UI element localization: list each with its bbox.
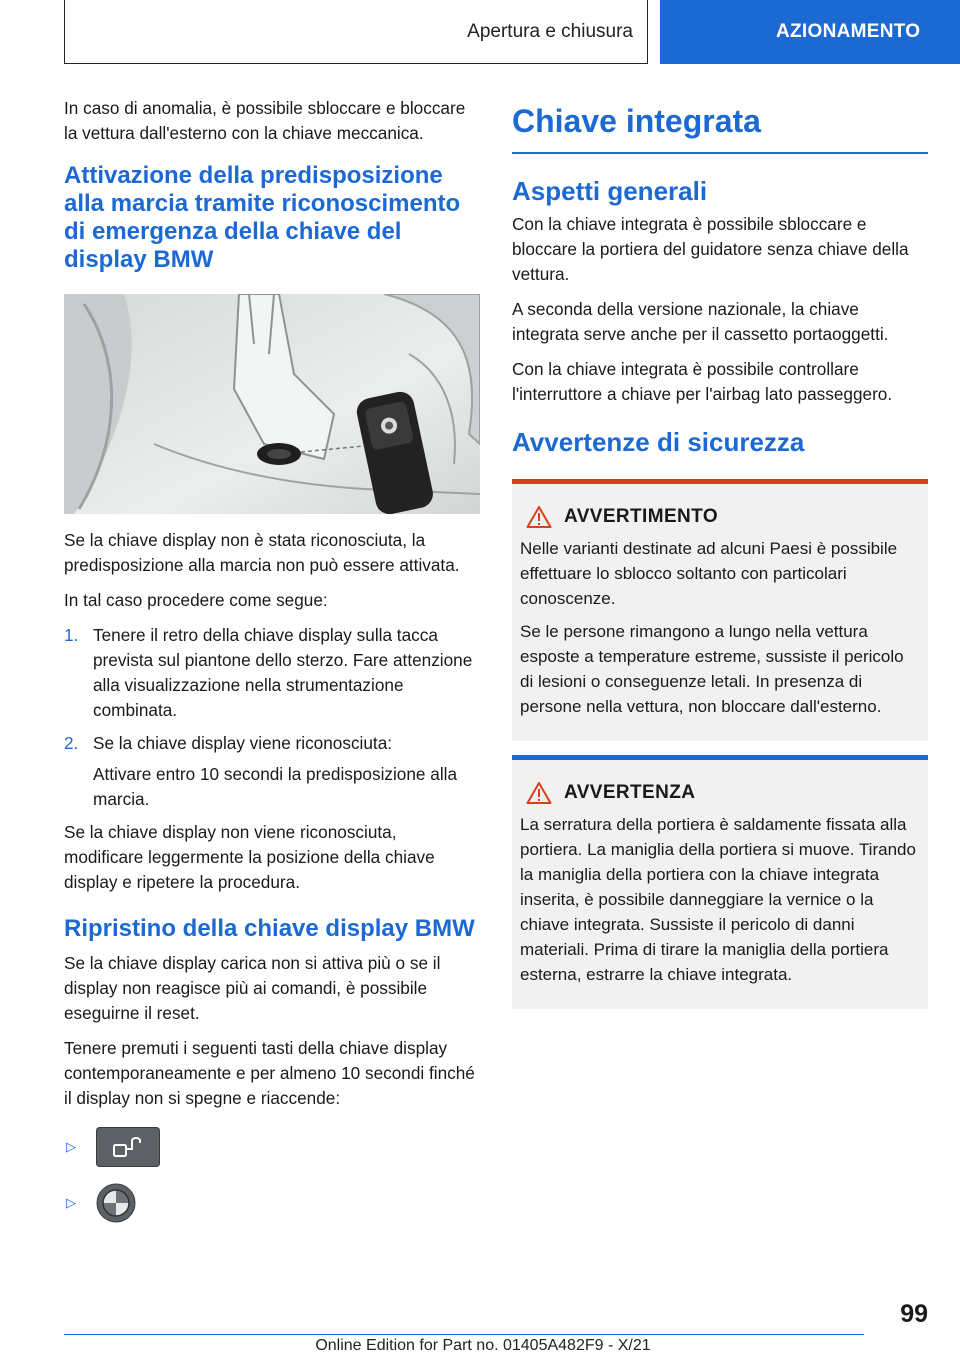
step-number: 2. bbox=[64, 733, 79, 753]
reset-instruction-paragraph: Tenere premuti i seguenti tasti della chiave display contemporaneamente e per almeno 10 secondi finché il display non si spegne e riaccende: bbox=[64, 1038, 475, 1108]
heading-integrated-key: Chiave integrata bbox=[512, 102, 928, 154]
left-column bbox=[64, 96, 480, 1229]
footer-edition: Online Edition for Part no. 01405A482F9 - X/21 bbox=[315, 1337, 651, 1354]
bmw-logo-button-icon bbox=[96, 1183, 136, 1223]
steering-column-illustration bbox=[64, 294, 480, 514]
intro-paragraph: In caso di anomalia, è possibile sbloccare e bloccare la vettura dall'esterno con la chiave meccanica. bbox=[64, 98, 466, 143]
not-recognized-paragraph: Se la chiave display non è stata riconosciuta, la predisposizione alla marcia non può essere attivata. bbox=[64, 530, 460, 575]
caution-title-row bbox=[526, 778, 920, 808]
general-paragraph-3: Con la chiave integrata è possibile controllare l'interruttore a chiave per l'airbag lato passeggero. bbox=[512, 359, 893, 404]
heading-safety-notes: Avvertenze di sicurezza bbox=[512, 427, 805, 457]
caution-title: AVVERTENZA bbox=[564, 782, 696, 803]
list-item bbox=[64, 1177, 480, 1229]
footer-divider bbox=[64, 1334, 864, 1335]
warning-paragraph-1: Nelle varianti destinate ad alcuni Paesi è possibile effettuare lo sblocco soltanto con particolari conoscenze. bbox=[520, 539, 898, 608]
step-text: Tenere il retro della chiave display sulla tacca prevista sul piantone dello sterzo. Fare attenzione alla visualizzazione nella strumentazione combinata. bbox=[93, 625, 473, 720]
right-column bbox=[512, 96, 928, 1023]
page-number: 99 bbox=[900, 1300, 928, 1328]
step-number: 1. bbox=[64, 625, 79, 645]
general-paragraph-1: Con la chiave integrata è possibile sbloccare e bloccare la portiera del guidatore senza chiave della vettura. bbox=[512, 214, 909, 284]
heading-general-aspects: Aspetti generali bbox=[512, 176, 708, 206]
warning-title: AVVERTIMENTO bbox=[564, 506, 718, 527]
header-chapter-title: AZIONAMENTO bbox=[776, 21, 921, 42]
procedure-intro: In tal caso procedere come segue: bbox=[64, 590, 328, 610]
header-section-title: Apertura e chiusura bbox=[467, 20, 633, 42]
heading-reset-key: Ripristino della chiave display BMW bbox=[64, 915, 475, 942]
general-paragraph-2: A seconda della versione nazionale, la chiave integrata serve anche per il cassetto portaoggetti. bbox=[512, 299, 889, 344]
caution-triangle-icon bbox=[526, 781, 552, 805]
procedure-steps bbox=[64, 623, 480, 812]
header-chapter-tab bbox=[660, 0, 960, 64]
list-item bbox=[64, 1121, 480, 1173]
warning-box bbox=[512, 479, 928, 741]
list-item bbox=[64, 731, 480, 812]
warning-paragraph-2: Se le persone rimangono a lungo nella vettura esposte a temperature estreme, sussiste il pericolo di lesioni o conseguenze letali. In presenza di persone nella vettura, non bloccare dall'esterno. bbox=[520, 622, 904, 716]
reset-intro-paragraph: Se la chiave display carica non si attiva più o se il display non reagisce più ai comandi, è possibile eseguirne il reset. bbox=[64, 953, 441, 1023]
retry-paragraph: Se la chiave display non viene riconosciuta, modificare leggermente la posizione della chiave display e ripetere la procedura. bbox=[64, 822, 435, 892]
warning-triangle-icon bbox=[526, 505, 552, 529]
warning-title-row bbox=[526, 502, 920, 532]
list-item bbox=[64, 623, 480, 723]
unlock-button-icon bbox=[96, 1127, 160, 1167]
heading-emergency-detection: Attivazione della predisposizione alla marcia tramite riconoscimento di emergenza della chiave del display BMW bbox=[64, 162, 461, 273]
bullet-triangle-icon: ▷ bbox=[66, 1195, 76, 1210]
step-text: Se la chiave display viene riconosciuta: bbox=[93, 733, 393, 753]
steering-column-key-photo bbox=[64, 294, 480, 514]
caution-box bbox=[512, 755, 928, 1009]
caution-paragraph: La serratura della portiera è saldamente fissata alla portiera. La maniglia della portiera si muove. Tirando la maniglia della portiera con la chiave integrata inserita, è possibile danneggiare la vernice o la chiave integrata. Sussiste il pericolo di danni materiali. Prima di tirare la maniglia della portiera esterna, estrarre la chiave integrata. bbox=[520, 815, 916, 984]
step-subtext: Attivare entro 10 secondi la predisposizione alla marcia. bbox=[93, 764, 458, 809]
bullet-triangle-icon: ▷ bbox=[66, 1139, 76, 1154]
header-section-box bbox=[64, 0, 648, 64]
